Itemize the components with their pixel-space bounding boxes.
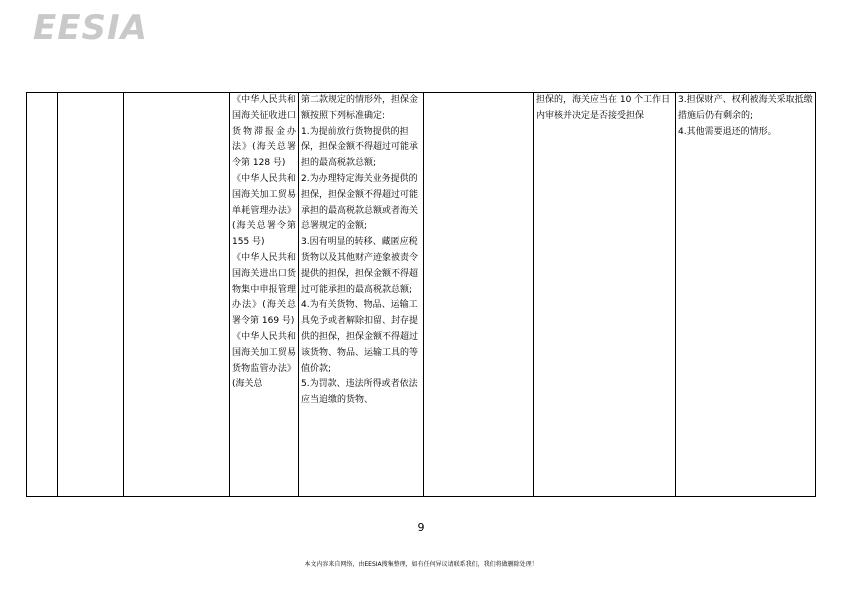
cell-empty-6 [424, 93, 534, 497]
condition-1: 1.为提前放行货物提供的担保，担保金额不得超过可能承担的最高税款总额; [301, 126, 419, 169]
cell-empty-1 [27, 93, 58, 497]
return-condition-4: 4.其他需要退还的情形。 [678, 126, 777, 137]
page-number: 9 [417, 521, 425, 534]
condition-intro: 第二款规定的情形外，担保金额按照下列标准确定: [301, 95, 419, 121]
content-table [26, 92, 816, 497]
cell-law-references [230, 93, 299, 497]
condition-4: 4.为有关货物、物品、运输工具免予或者解除扣留、封存提供的担保，担保金额不得超过该货物、物品、运输工具的等值价款; [301, 300, 419, 374]
footer-disclaimer: 本文内容来自网络，由EESIA搜集整理，如有任何异议请联系我们，我们将做删除处理！ [304, 561, 538, 568]
return-condition-3: 3.担保财产、权利被海关采取抵缴措施后仍有剩余的; [678, 95, 813, 121]
cell-empty-3 [124, 93, 230, 497]
law-ref-3: 《中华人民共和国海关进出口货物集中申报管理办法》(海关总署令第 169 号) [232, 252, 296, 327]
condition-3: 3.因有明显的转移、藏匿应税货物以及其他财产迹象被责令提供的担保，担保金额不得超过可能承担的最高税款总额; [301, 237, 419, 295]
condition-5: 5.为罚款、违法所得或者依法应当追缴的货物、 [301, 379, 418, 406]
law-ref-1: 《中华人民共和国海关征收进口货物滞报金办法》(海关总署令第 128 号) [232, 95, 296, 169]
cell-empty-2 [58, 93, 124, 497]
eesia-logo: EESIA [33, 8, 148, 48]
law-ref-4: 《中华人民共和国海关加工贸易货物监管办法》(海关总 [232, 331, 296, 390]
table-row [27, 93, 816, 497]
condition-2: 2.为办理特定海关业务提供的担保，担保金额不得超过可能承担的最高税款总额或者海关总署规定的金额; [301, 173, 419, 232]
law-ref-2: 《中华人民共和国海关加工贸易单耗管理办法》(海关总署令第 155 号) [232, 173, 296, 248]
cell-examination: 担保的，海关应当在 10 个工作日内审核并决定是否接受担保 [534, 93, 676, 497]
cell-guarantee-conditions [299, 93, 424, 497]
cell-return-conditions [676, 93, 816, 497]
